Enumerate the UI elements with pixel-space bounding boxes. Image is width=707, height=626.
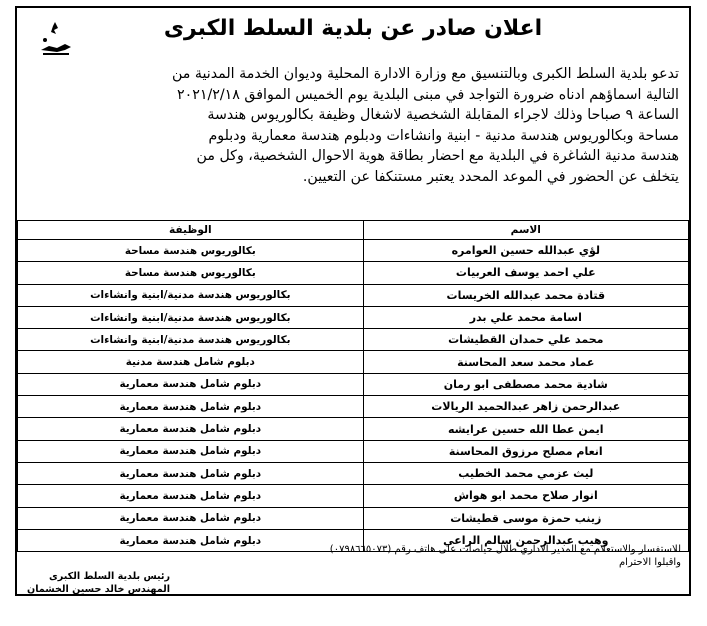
table-row (18, 396, 689, 418)
table-row (18, 284, 689, 306)
candidate-name: قتادة محمد عبدالله الخريسات (363, 284, 688, 306)
table-row (18, 373, 689, 395)
intro-line: تدعو بلدية السلط الكبرى وبالتنسيق مع وزارة الادارة المحلية وديوان الخدمة المدنية من (171, 66, 679, 82)
intro-line: مساحة وبكالوريوس هندسة مدنية - ابنية وانشاءات ودبلوم هندسة معمارية ودبلوم (208, 127, 679, 144)
candidate-name: علي احمد يوسف العربيات (363, 262, 688, 284)
announcement-intro (27, 64, 679, 187)
candidate-job: دبلوم شامل هندسة معمارية (18, 507, 364, 529)
table-header-row (18, 221, 689, 240)
candidate-name: محمد علي حمدان القطيشات (363, 329, 688, 351)
candidate-job: بكالوريوس هندسة مدنية/ابنية وانشاءات (18, 284, 364, 306)
candidate-name: ليث عزمي محمد الخطيب (363, 462, 688, 484)
candidate-name: انوار صلاح محمد ابو هواش (363, 485, 688, 507)
column-header-job: الوظيفة (18, 221, 364, 240)
candidates-table (17, 220, 689, 552)
candidate-name: شادية محمد مصطفى ابو رمان (363, 373, 688, 395)
announcement-title: اعلان صادر عن بلدية السلط الكبرى (163, 16, 543, 41)
closing-line: واقبلوا الاحترام (618, 557, 681, 568)
table-row (18, 507, 689, 529)
candidate-name: عبدالرحمن زاهر عبدالحميد الريالات (363, 396, 688, 418)
candidate-name: اسامة محمد علي بدر (363, 306, 688, 328)
table-row (18, 306, 689, 328)
intro-line: يتخلف عن الحضور في الموعد المحدد يعتبر مستنكفا عن التعيين. (302, 168, 679, 185)
candidate-name: وهيب عبدالرحمن سالم الراعي (363, 529, 688, 551)
candidate-job: بكالوريوس هندسة مدنية/ابنية وانشاءات (18, 329, 364, 351)
candidate-job: دبلوم شامل هندسة معمارية (18, 529, 364, 551)
candidate-job: بكالوريوس هندسة مساحة (18, 240, 364, 262)
table-row (18, 462, 689, 484)
table-row (18, 329, 689, 351)
table-row (18, 485, 689, 507)
intro-line: هندسة مدنية الشاغرة في البلدية مع احضار بطاقة هوية الاحوال الشخصية، وكل من (196, 148, 679, 164)
candidate-name: لؤي عبدالله حسين العوامره (363, 240, 688, 262)
candidate-job: دبلوم شامل هندسة معمارية (18, 373, 364, 395)
contact-line: للاستفسار والاستعلام مع المدير الاداري طلال حياصات على هاتف رقم (٠٧٩٨٦٦٥٠٧٣) (329, 544, 681, 555)
candidate-name: ايمن عطا الله حسين عرايشه (363, 418, 688, 440)
candidate-name: عماد محمد سعد المحاسنة (363, 351, 688, 373)
candidate-job: بكالوريوس هندسة مساحة (18, 262, 364, 284)
table-row (18, 240, 689, 262)
intro-line: التالية اسماؤهم ادناه ضرورة التواجد في مبنى البلدية يوم الخميس الموافق ٢٠٢١/٢/١٨ (177, 86, 679, 103)
candidate-job: دبلوم شامل هندسة معمارية (18, 485, 364, 507)
table-row (18, 418, 689, 440)
candidate-job: دبلوم شامل هندسة مدنية (18, 351, 364, 373)
table-row (18, 351, 689, 373)
candidate-name: زينب حمزة موسى قطيشات (363, 507, 688, 529)
intro-line: الساعة ٩ صباحا وذلك لاجراء المقابلة الشخصية لاشغال وظيفة بكالوريوس هندسة (207, 107, 679, 123)
signature-title: رئيس بلدية السلط الكبرى (48, 571, 171, 582)
candidate-job: دبلوم شامل هندسة معمارية (18, 396, 364, 418)
candidate-job: دبلوم شامل هندسة معمارية (18, 462, 364, 484)
candidate-job: دبلوم شامل هندسة معمارية (18, 440, 364, 462)
candidate-name: انعام مصلح مرزوق المحاسنة (363, 440, 688, 462)
table-row (18, 440, 689, 462)
signature-block (27, 570, 170, 596)
candidate-job: بكالوريوس هندسة مدنية/ابنية وانشاءات (18, 306, 364, 328)
candidate-job: دبلوم شامل هندسة معمارية (18, 418, 364, 440)
announcement-frame (15, 6, 691, 596)
contact-info (25, 543, 681, 569)
signature-name: المهندس خالد حسين الخشمان (27, 584, 171, 595)
column-header-name: الاسم (363, 221, 688, 240)
table-row (18, 262, 689, 284)
